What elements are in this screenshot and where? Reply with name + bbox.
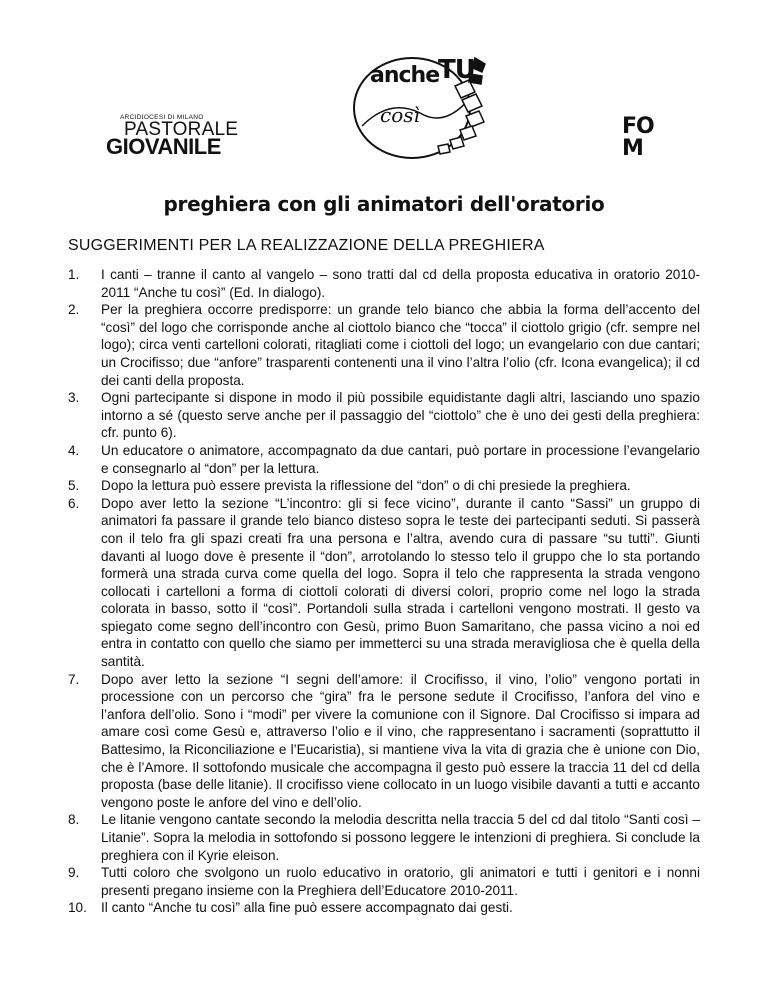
list-item [68,301,700,389]
item-number: 9. [68,865,80,881]
list-item [68,389,700,442]
list-item [68,671,700,812]
page-title: preghiera con gli animatori dell'oratorio [163,192,605,216]
fom-line1: FO [622,114,654,139]
logo-cosi-text: così [380,103,420,127]
fom-line2: M [622,136,643,161]
item-number: 7. [68,671,80,687]
item-number: 1. [68,267,80,282]
list-item [68,899,700,917]
list-item [68,477,700,495]
pastorale-giovanile-logo [106,114,239,162]
item-number: 3. [68,390,80,406]
list-item [68,864,700,899]
list-item [68,495,700,671]
logo-diocese-text: ARCIDIOCESI DI MILANO [120,114,204,121]
item-text: Per la preghiera occorre predisporre: un grande telo bianco che abbia la forma dell’accento del “così” del logo che corrisponde anche al ciottolo bianco che “tocca” il ciottolo grigio (cfr. sempre nel logo); circa venti cartelloni colorati, ritagliati come i ciottoli del logo; un evangelario con due cantari; un Crocifisso; due “anfore” trasparenti contenenti una il vino l’altra l’olio (cfr. Icona evangelica); il cd dei canti della proposta. [101,302,700,388]
item-text: Dopo aver letto la sezione “L’incontro: gli si fece vicino”, durante il canto “Sassi” un gruppo di animatori fa passare il grande telo bianco disteso sopra le teste dei partecipanti seduti. Si passerà con il telo fra gli spazi creati fra una persona e l’altra, avendo cura di passare “su tutti”. Giunti davanti al luogo dove è presente il “don”, arrotolando lo stesso telo il gruppo che lo sta portando formerà una strada curva come quella del logo. Sopra il telo che rappresenta la strada vengono collocati i cartelloni a forma di ciottoli colorati di diversi colori, proprio come nel logo la strada colorata in basso, sotto il “così”. Portandoli sulla strada i cartelloni vengono mostrati. Il gesto va spiegato come segno dell’incontro con Gesù, primo Buon Samaritano, che passa vicino a noi ed entra in contatto con quello che siamo per immetterci su una strada meravigliosa che è quella della santità. [101,495,700,670]
item-text: Dopo la lettura può essere prevista la riflessione del “don” o di chi presiede la preghiera. [101,478,631,494]
item-text: Tutti coloro che svolgono un ruolo educativo in oratorio, gli animatori e tutti i genitori e i nonni presenti pregano insieme con la Preghiera dell’Educatore 2010-2011. [101,865,700,898]
item-number: 6. [68,495,80,511]
item-text: Ogni partecipante si dispone in modo il più possibile equidistante dagli altri, lasciando uno spazio intorno a sé (questo serve anche per il passaggio del “ciottolo” che è uno dei gesti della preghiera: cfr. punto 6). [101,390,700,441]
item-text: Il canto “Anche tu così” alla fine può essere accompagnato dai gesti. [101,900,513,916]
item-text: Un educatore o animatore, accompagnato da due cantari, può portare in processione l’evangelario e consegnarlo al “don” per la lettura. [101,442,700,476]
anche-tu-cosi-logo [350,38,510,163]
list-item [68,266,700,301]
item-number: 10. [68,900,87,916]
item-number: 4. [68,442,80,458]
fom-logo [622,116,664,164]
section-heading: SUGGERIMENTI PER LA REALIZZAZIONE DELLA PREGHIERA [68,237,545,254]
logo-giovanile-text: GIOVANILE [106,134,221,159]
item-text: Le litanie vengono cantate secondo la melodia descritta nella traccia 5 del cd dal titolo “Santi così – Litanie”. Sopra la melodia in sottofondo si possono leggere le intenzioni di preghiera. Si conclude la preghiera con il Kyrie eleison. [101,812,700,863]
logo-tu-text: TU [438,55,475,85]
item-text: I canti – tranne il canto al vangelo – sono tratti dal cd della proposta educativa in oratorio 2010-2011 “Anche tu così” (Ed. In dialogo). [101,267,700,300]
item-number: 8. [68,812,80,828]
item-number: 5. [68,478,80,494]
logo-pastorale-text: PASTORALE [124,119,239,140]
suggestions-list [68,266,700,917]
logo-anche-text: anche [370,63,440,88]
list-item [68,811,700,864]
item-number: 2. [68,302,80,318]
list-item [68,442,700,477]
logo-path-icon [350,38,510,163]
item-text: Dopo aver letto la sezione “I segni dell’amore: il Crocifisso, il vino, l’olio” vengono portati in processione con un percorso che “gira” fra le persone sedute il Crocifisso, l’anfora del vino e l’anfora dell’olio. Sono i “modi” per vivere la comunione con il Signore. Dal Crocifisso si impara ad amare così come Gesù e, attraverso l’olio e il vino, che rappresentano i sacramenti (soprattutto il Battesimo, la Riconciliazione e l’Eucaristia), si mantiene viva la vita di grazia che è unione con Dio, che è l’Amore. Il sottofondo musicale che accompagna il gesto può essere la traccia 11 del cd della proposta (base delle litanie). Il crocifisso viene collocato in un luogo visibile davanti a tutti e accanto vengono poste le anfore del vino e dell’olio. [101,671,700,810]
